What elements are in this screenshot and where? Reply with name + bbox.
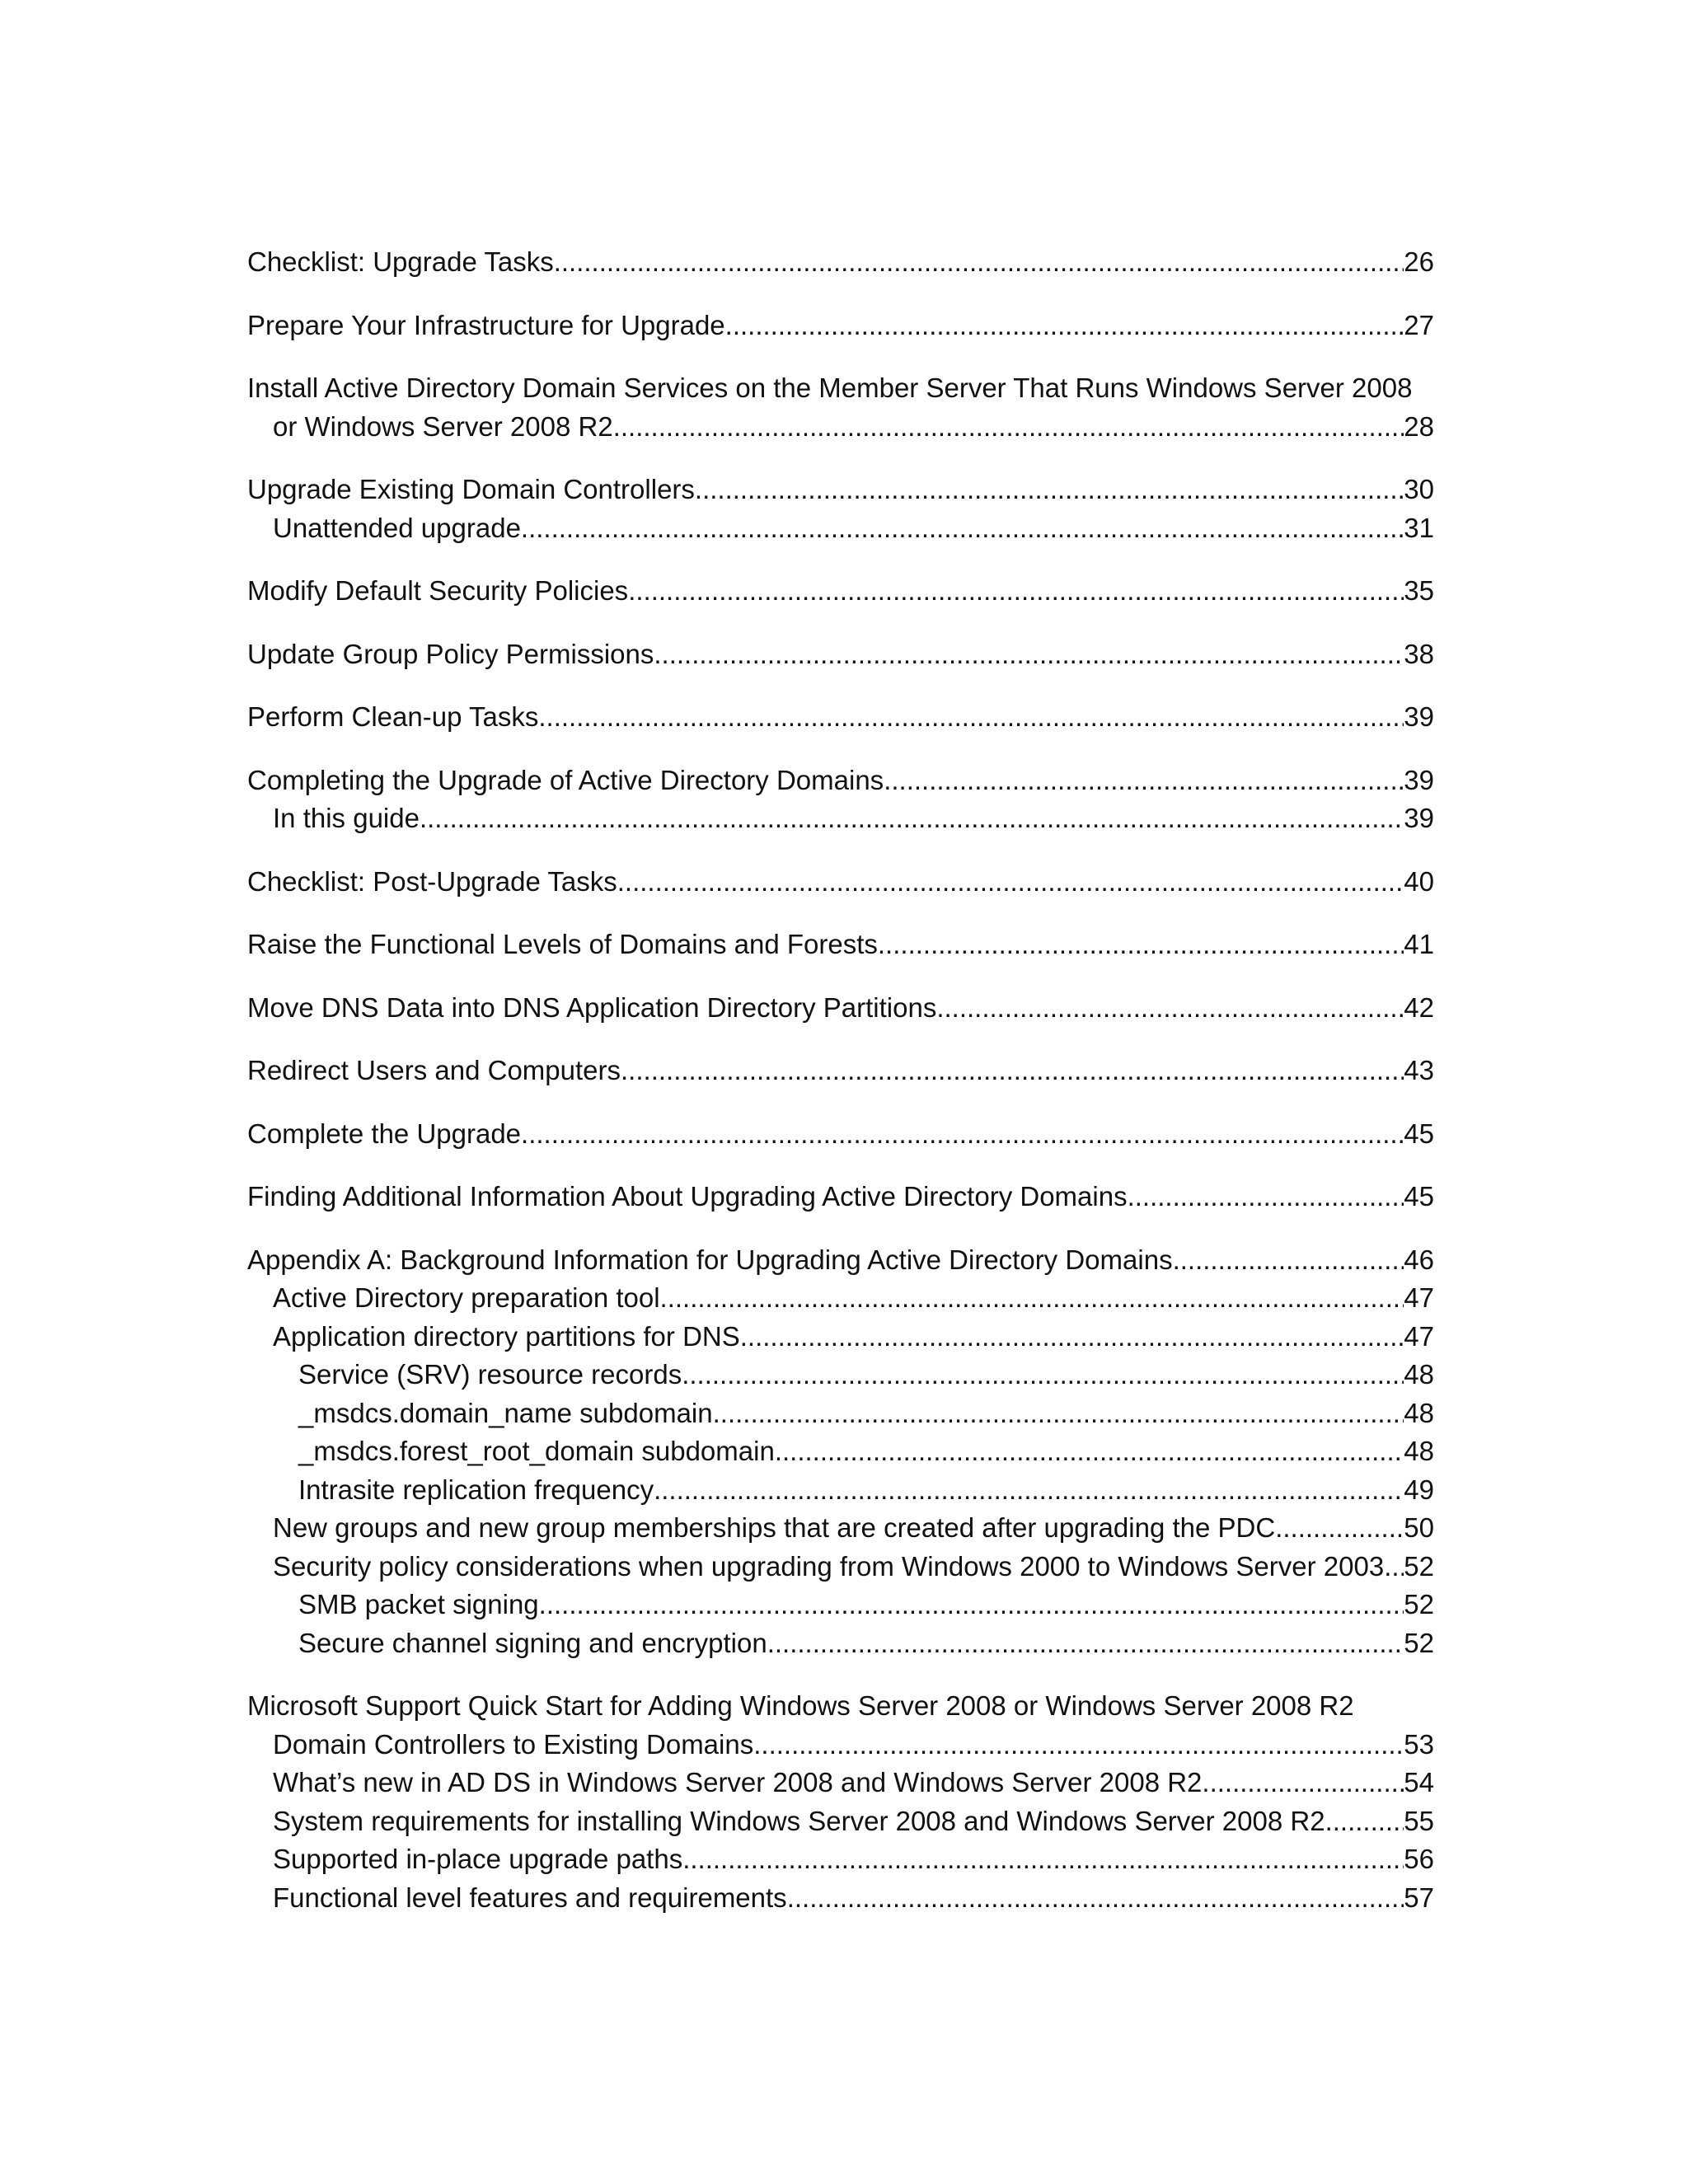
toc-entry-title: Service (SRV) resource records <box>298 1359 682 1390</box>
toc-entry[interactable] <box>247 408 1434 447</box>
dot-leader <box>682 1840 1404 1879</box>
dot-leader <box>695 471 1404 509</box>
dot-leader <box>682 1356 1404 1394</box>
dot-leader <box>521 1115 1404 1154</box>
toc-entry-first-line: Microsoft Support Quick Start for Adding Windows Server 2008 or Windows Server 2008 R2 <box>247 1690 1354 1721</box>
toc-entry-page-number: 31 <box>1404 512 1434 543</box>
dot-leader <box>617 863 1404 902</box>
toc-entry-title: Raise the Functional Levels of Domains and Forests <box>247 929 878 959</box>
toc-entry[interactable] <box>247 509 1434 548</box>
toc-entry-title: Update Group Policy Permissions <box>247 638 654 669</box>
toc-entry[interactable] <box>247 1726 1434 1765</box>
toc-entry-page-number: 39 <box>1404 764 1434 795</box>
toc-entry[interactable] <box>247 243 1434 282</box>
toc-section <box>247 471 1434 547</box>
dot-leader <box>725 307 1404 345</box>
toc-entry-title: Completing the Upgrade of Active Directory Domains <box>247 764 884 795</box>
toc-entry-title: Active Directory preparation tool <box>273 1282 660 1313</box>
toc-entry-title: Appendix A: Background Information for Upgrading Active Directory Domains <box>247 1244 1173 1275</box>
toc-section <box>247 989 1434 1028</box>
toc-section <box>247 369 1434 446</box>
toc-entry-title: Checklist: Upgrade Tasks <box>247 246 554 277</box>
dot-leader <box>775 1432 1404 1471</box>
toc-entry[interactable] <box>247 762 1434 800</box>
toc-entry-title: System requirements for installing Windows Server 2008 and Windows Server 2008 R2 <box>273 1805 1325 1836</box>
table-of-contents <box>247 243 1434 1942</box>
toc-entry[interactable] <box>247 989 1434 1028</box>
toc-entry-page-number: 54 <box>1404 1767 1434 1797</box>
toc-entry[interactable] <box>247 1318 1434 1357</box>
toc-entry[interactable] <box>247 1764 1434 1802</box>
toc-section <box>247 572 1434 611</box>
toc-entry-title: Supported in-place upgrade paths <box>273 1844 683 1874</box>
dot-leader <box>1384 1548 1404 1586</box>
dot-leader <box>628 572 1404 611</box>
toc-entry-title: Complete the Upgrade <box>247 1118 522 1149</box>
toc-entry[interactable] <box>247 1471 1434 1510</box>
toc-entry[interactable] <box>247 1548 1434 1586</box>
toc-entry-page-number: 26 <box>1404 246 1434 277</box>
toc-entry-page-number: 39 <box>1404 803 1434 833</box>
toc-entry-page-number: 49 <box>1404 1474 1434 1505</box>
toc-entry-title: Modify Default Security Policies <box>247 575 629 606</box>
toc-entry-title: _msdcs.domain_name subdomain <box>298 1397 713 1428</box>
dot-leader <box>538 698 1404 737</box>
toc-entry-page-number: 52 <box>1404 1627 1434 1658</box>
toc-entry-title: Security policy considerations when upgrading from Windows 2000 to Windows Server 2003 <box>273 1550 1385 1582</box>
toc-entry-title: Secure channel signing and encryption <box>298 1627 767 1658</box>
toc-section <box>247 926 1434 964</box>
toc-entry-page-number: 45 <box>1404 1181 1434 1212</box>
toc-entry-page-number: 48 <box>1404 1359 1434 1390</box>
toc-entry-title: New groups and new group memberships that are created after upgrading the PDC <box>273 1512 1276 1543</box>
dot-leader <box>621 1052 1404 1090</box>
toc-entry[interactable] <box>247 572 1434 611</box>
toc-entry-title: Functional level features and requirements <box>273 1882 787 1913</box>
toc-entry-page-number: 47 <box>1404 1320 1434 1352</box>
dot-leader <box>1128 1178 1404 1216</box>
dot-leader <box>654 635 1404 674</box>
toc-section <box>247 1687 1434 1917</box>
dot-leader <box>787 1879 1404 1918</box>
toc-entry-page-number: 43 <box>1404 1055 1434 1085</box>
toc-section <box>247 243 1434 282</box>
toc-entry[interactable] <box>247 1241 1434 1280</box>
dot-leader <box>878 926 1404 964</box>
toc-entry[interactable] <box>247 1879 1434 1918</box>
toc-entry[interactable] <box>247 799 1434 838</box>
dot-leader <box>884 762 1404 800</box>
toc-entry[interactable] <box>247 1509 1434 1548</box>
toc-entry[interactable] <box>247 1802 1434 1841</box>
toc-entry-title: Redirect Users and Computers <box>247 1055 621 1085</box>
toc-entry[interactable] <box>247 1279 1434 1318</box>
toc-entry-title: SMB packet signing <box>298 1589 539 1619</box>
toc-entry[interactable] <box>247 471 1434 509</box>
toc-entry-title: Upgrade Existing Domain Controllers <box>247 474 695 504</box>
toc-entry[interactable] <box>247 698 1434 737</box>
dot-leader <box>521 509 1404 548</box>
toc-entry-page-number: 39 <box>1404 701 1434 732</box>
toc-entry[interactable] <box>247 1052 1434 1090</box>
dot-leader <box>554 243 1404 282</box>
dot-leader <box>654 1471 1404 1510</box>
dot-leader <box>936 989 1404 1028</box>
dot-leader <box>1202 1764 1404 1802</box>
toc-entry-page-number: 38 <box>1404 638 1434 669</box>
toc-entry[interactable] <box>247 1432 1434 1471</box>
toc-entry[interactable] <box>247 307 1434 345</box>
toc-entry-page-number: 48 <box>1404 1436 1434 1466</box>
toc-entry[interactable] <box>247 926 1434 964</box>
dot-leader <box>740 1318 1404 1357</box>
toc-entry-title: Domain Controllers to Existing Domains <box>273 1728 754 1760</box>
toc-section <box>247 635 1434 674</box>
toc-entry-title: Finding Additional Information About Upgrading Active Directory Domains <box>247 1181 1128 1212</box>
dot-leader <box>539 1586 1404 1624</box>
dot-leader <box>660 1279 1404 1318</box>
toc-entry-page-number: 35 <box>1404 575 1434 606</box>
toc-entry-page-number: 47 <box>1404 1282 1434 1313</box>
toc-entry-title: In this guide <box>273 803 420 833</box>
dot-leader <box>1325 1802 1404 1841</box>
toc-section <box>247 1115 1434 1154</box>
toc-section <box>247 1241 1434 1663</box>
toc-entry-page-number: 50 <box>1404 1512 1434 1543</box>
dot-leader <box>713 1394 1404 1433</box>
toc-entry[interactable] <box>247 1624 1434 1663</box>
toc-entry-first-line: Install Active Directory Domain Services on the Member Server That Runs Windows Server 2008 <box>247 373 1413 403</box>
toc-section <box>247 307 1434 345</box>
toc-entry-title: Intrasite replication frequency <box>298 1474 654 1505</box>
dot-leader <box>1173 1241 1404 1280</box>
toc-entry-page-number: 55 <box>1404 1805 1434 1836</box>
toc-entry-title: Application directory partitions for DNS <box>273 1320 740 1352</box>
dot-leader <box>613 408 1404 447</box>
toc-entry[interactable] <box>247 1586 1434 1624</box>
toc-entry-page-number: 53 <box>1404 1728 1434 1760</box>
toc-entry[interactable] <box>247 863 1434 902</box>
toc-entry-page-number: 40 <box>1404 865 1434 897</box>
toc-section <box>247 863 1434 902</box>
toc-entry[interactable] <box>247 635 1434 674</box>
toc-entry-page-number: 45 <box>1404 1118 1434 1149</box>
toc-entry-page-number: 41 <box>1404 929 1434 959</box>
toc-entry-page-number: 30 <box>1404 474 1434 504</box>
toc-entry[interactable] <box>247 1356 1434 1394</box>
toc-section <box>247 762 1434 838</box>
toc-section <box>247 1178 1434 1216</box>
toc-entry[interactable] <box>247 1115 1434 1154</box>
toc-entry-page-number: 57 <box>1404 1882 1434 1913</box>
toc-entry[interactable] <box>247 1178 1434 1216</box>
toc-entry-title: _msdcs.forest_root_domain subdomain <box>298 1436 775 1466</box>
toc-entry-page-number: 46 <box>1404 1244 1434 1275</box>
toc-entry-title: Move DNS Data into DNS Application Directory Partitions <box>247 991 937 1023</box>
toc-entry-page-number: 48 <box>1404 1397 1434 1428</box>
dot-leader <box>767 1624 1404 1663</box>
toc-entry-title: Prepare Your Infrastructure for Upgrade <box>247 309 725 340</box>
dot-leader <box>420 799 1404 838</box>
toc-entry-title: or Windows Server 2008 R2 <box>273 410 613 442</box>
toc-entry[interactable] <box>247 1394 1434 1433</box>
toc-entry-title: What’s new in AD DS in Windows Server 2008 and Windows Server 2008 R2 <box>273 1767 1203 1797</box>
toc-entry-page-number: 27 <box>1404 309 1434 340</box>
dot-leader <box>753 1726 1404 1765</box>
toc-section <box>247 698 1434 737</box>
toc-entry-page-number: 28 <box>1404 410 1434 442</box>
toc-entry-title: Unattended upgrade <box>273 512 521 543</box>
toc-entry-page-number: 52 <box>1404 1550 1434 1582</box>
toc-entry-title: Perform Clean-up Tasks <box>247 701 539 732</box>
toc-entry-page-number: 42 <box>1404 991 1434 1023</box>
toc-entry[interactable] <box>247 1840 1434 1879</box>
toc-entry-page-number: 52 <box>1404 1589 1434 1619</box>
toc-section <box>247 1052 1434 1090</box>
toc-entry-title: Checklist: Post-Upgrade Tasks <box>247 865 617 897</box>
toc-entry-page-number: 56 <box>1404 1844 1434 1874</box>
dot-leader <box>1275 1509 1404 1548</box>
